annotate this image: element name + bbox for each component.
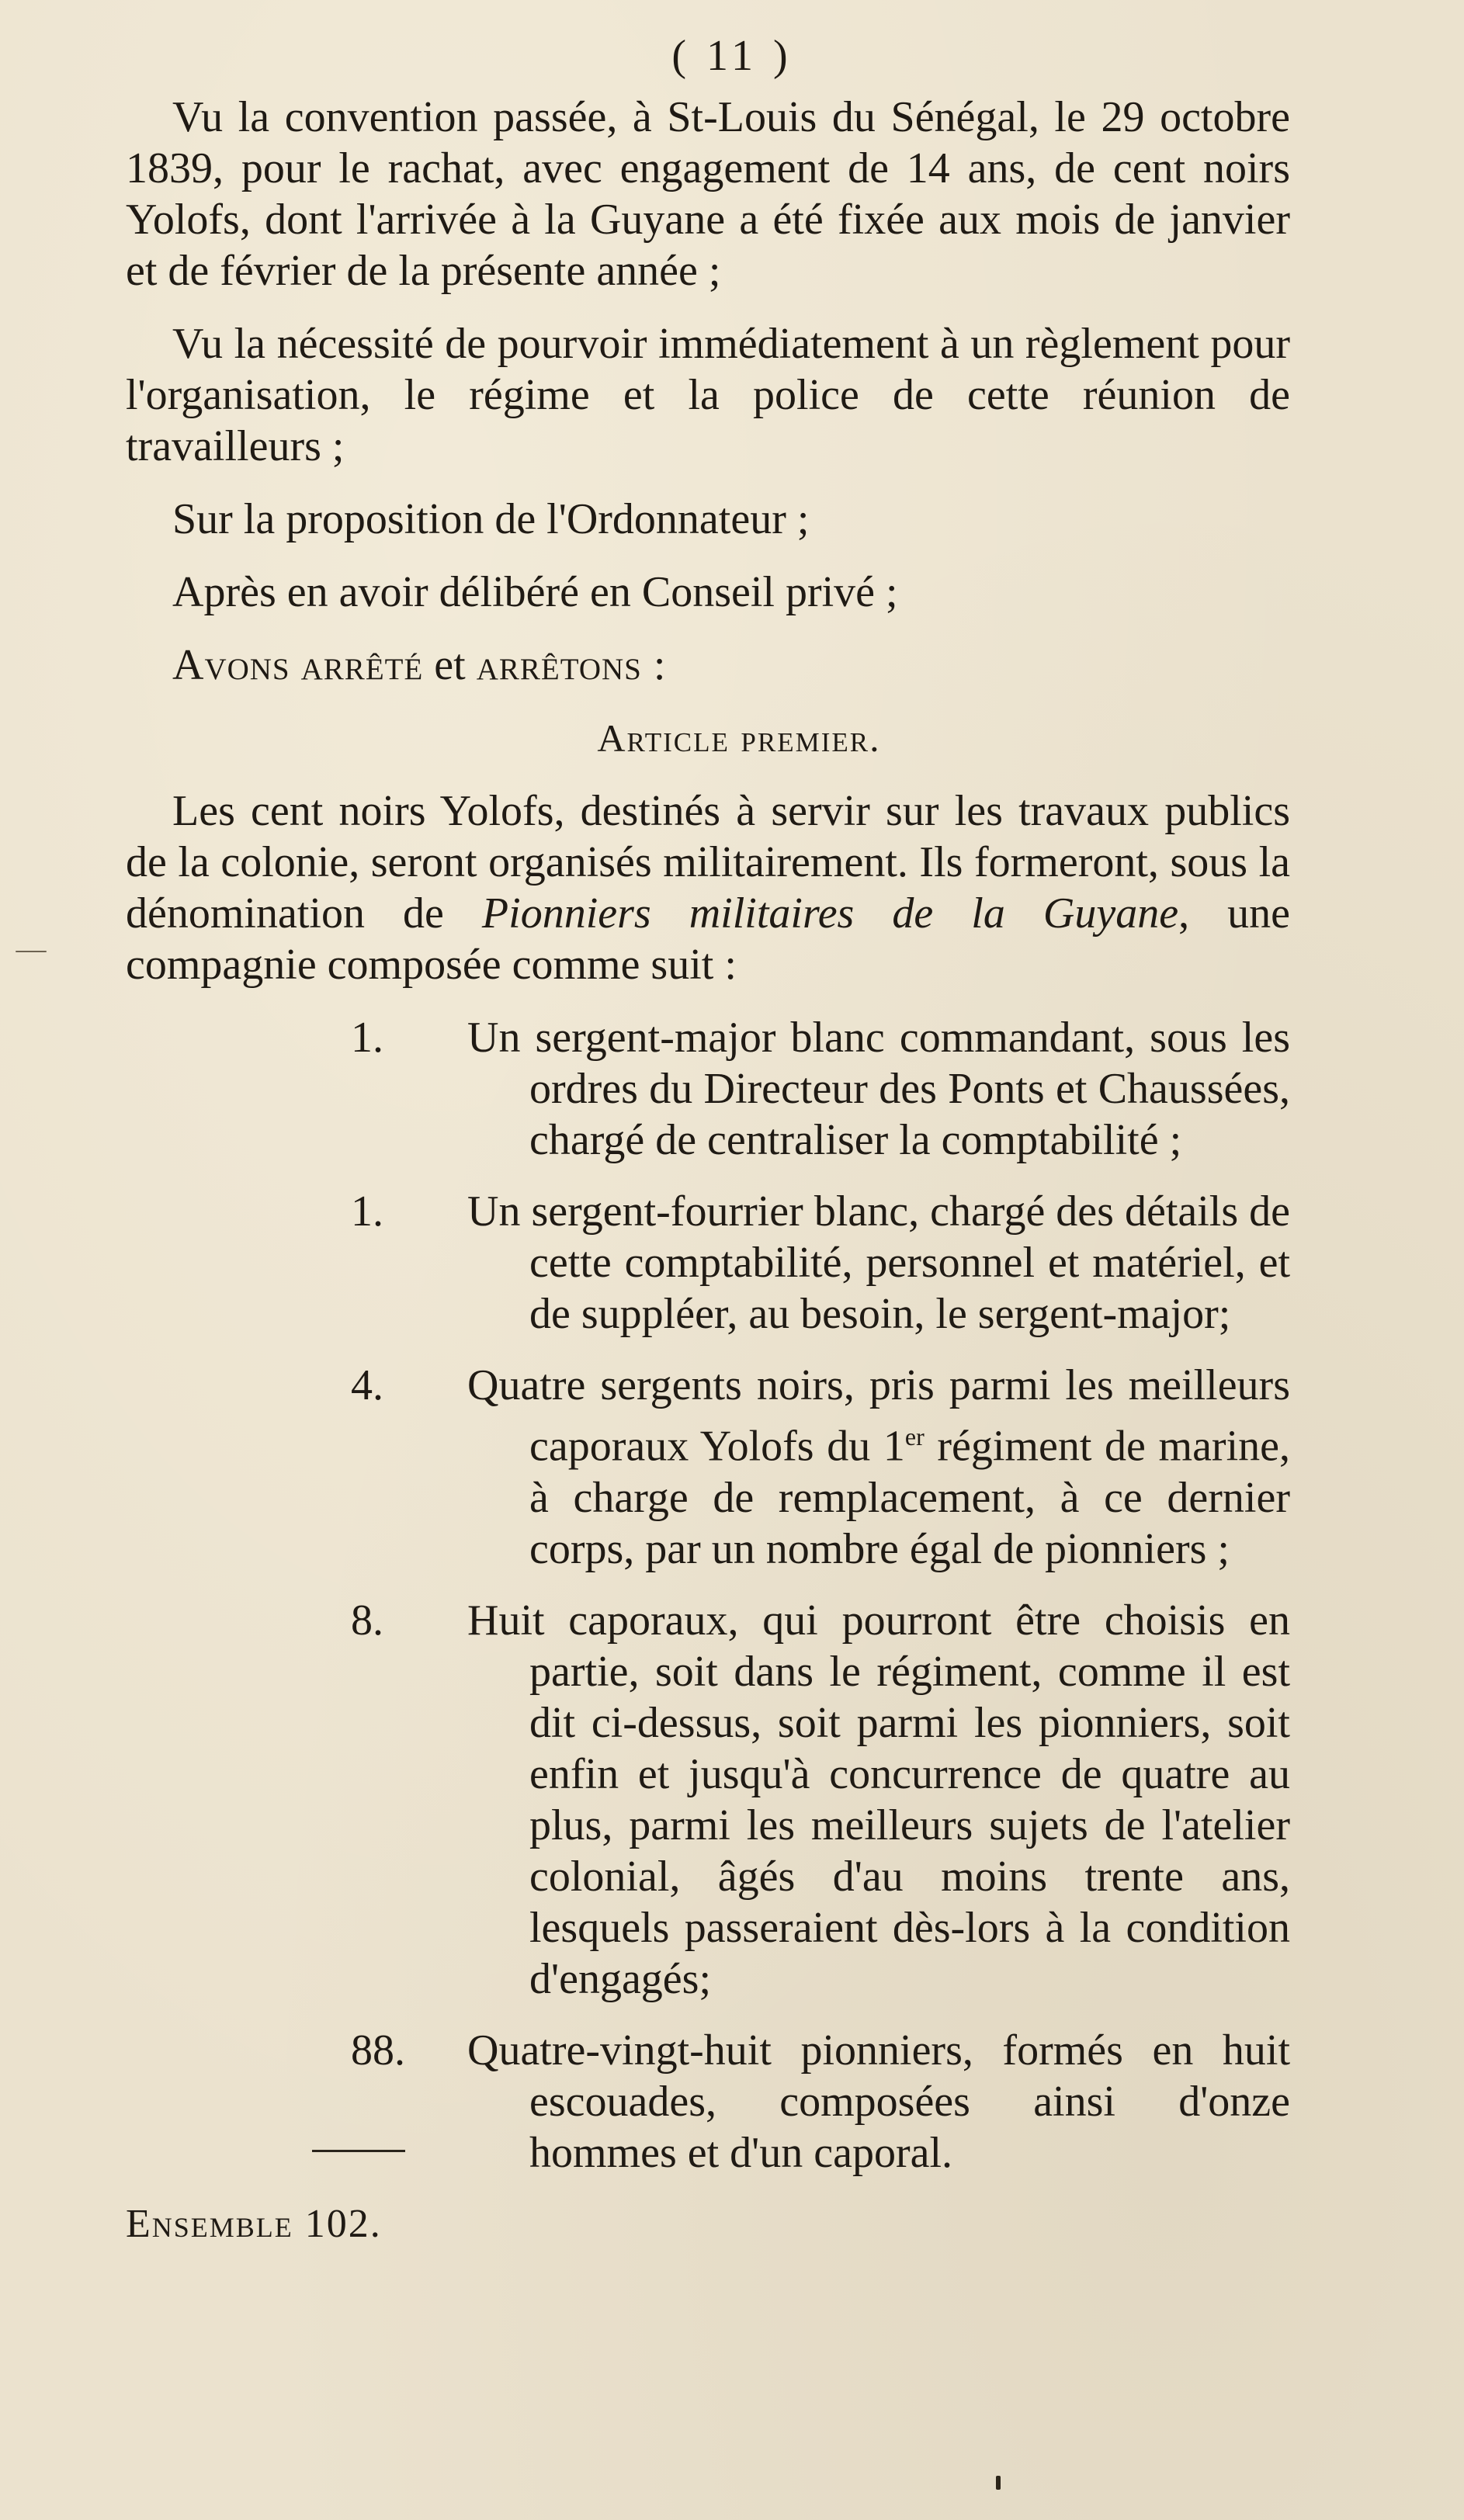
decree-arrete: arrêté: [300, 641, 424, 689]
print-speck: [996, 2476, 1001, 2490]
decree-arretons: arrêtons :: [476, 641, 667, 689]
article-intro: [126, 785, 1290, 990]
item-count: 88.: [351, 2026, 405, 2075]
item-text-after: régiment de marine, à charge de remplacement, à ce dernier corps, par un nombre égal de pionniers ;: [529, 1422, 1290, 1573]
article-heading: Article premier.: [597, 716, 881, 760]
item-count: 1.: [351, 1187, 383, 1236]
item-text: Huit caporaux, qui pourront être choisis en partie, soit dans le régiment, comme il est dit ci-dessus, soit parmi les pionniers, soit enfin et jusqu'à concurrence de quatre au plus, parmi les meilleurs sujets de l'atelier colonial, âgés d'au moins trente ans, lesquels passeraient dès-lors à la condition d'engagés;: [467, 1596, 1290, 2003]
preamble-paragraph-necessity: Vu la nécessité de pourvoir immédiatement à un règlement pour l'organisation, le régime et la police de cette réunion de travailleurs ;: [126, 320, 1290, 470]
preamble-paragraph-proposition: Sur la proposition de l'Ordonnateur ;: [172, 495, 810, 543]
item-count: 1.: [351, 1014, 383, 1062]
decree-avons: Avons: [172, 641, 290, 689]
preamble-paragraph-convention: Vu la convention passée, à St-Louis du Sénégal, le 29 octobre 1839, pour le rachat, avec engagement de 14 ans, de cent noirs Yolofs, dont l'arrivée à la Guyane a été fixée aux mois de janvier et de février de la présente année ;: [126, 93, 1290, 295]
item-text: Un sergent-major blanc commandant, sous les ordres du Directeur des Ponts et Chaussées, chargé de centraliser la comptabilité ;: [467, 1014, 1290, 1164]
item-text-before: Quatre sergents noirs, pris parmi les meilleurs caporaux Yolofs du 1: [467, 1361, 1290, 1471]
item-superscript: er: [904, 1423, 925, 1451]
article-intro-before: Les cent noirs Yolofs, destinés à servir sur les travaux publics de la colonie, seront organisés militairement. Ils formeront, sous la dénomination de: [126, 787, 1290, 938]
preamble-paragraph-deliberation: Après en avoir délibéré en Conseil privé ;: [172, 568, 898, 616]
page-body: [126, 92, 1290, 2250]
page-number: ( 11 ): [671, 32, 793, 80]
margin-dash: [16, 951, 47, 952]
list-item: [126, 1012, 1290, 1166]
list-item: [126, 1360, 1290, 1575]
list-item: [126, 1595, 1290, 2005]
company-composition-list: [126, 1012, 1290, 2179]
item-text: [467, 1360, 1290, 1575]
sum-rule: [312, 2150, 405, 2152]
item-count: 8.: [351, 1596, 383, 1645]
item-count: 4.: [351, 1361, 383, 1409]
article-intro-after: , une compagnie composée comme suit :: [126, 889, 1290, 989]
list-item: [126, 2025, 1290, 2179]
item-text: Quatre-vingt-huit pionniers, formés en huit escouades, composées ainsi d'onze hommes et d'un caporal.: [467, 2026, 1290, 2177]
list-item: [126, 1186, 1290, 1340]
decree-formula: [126, 640, 1290, 691]
article-intro-italic: Pionniers militaires de la Guyane: [481, 889, 1179, 938]
decree-et: et: [434, 641, 466, 689]
item-text: Un sergent-fourrier blanc, chargé des détails de cette comptabilité, personnel et matériel, et de suppléer, au besoin, le sergent-major;: [467, 1187, 1290, 1338]
total-line: Ensemble 102.: [126, 2201, 382, 2246]
